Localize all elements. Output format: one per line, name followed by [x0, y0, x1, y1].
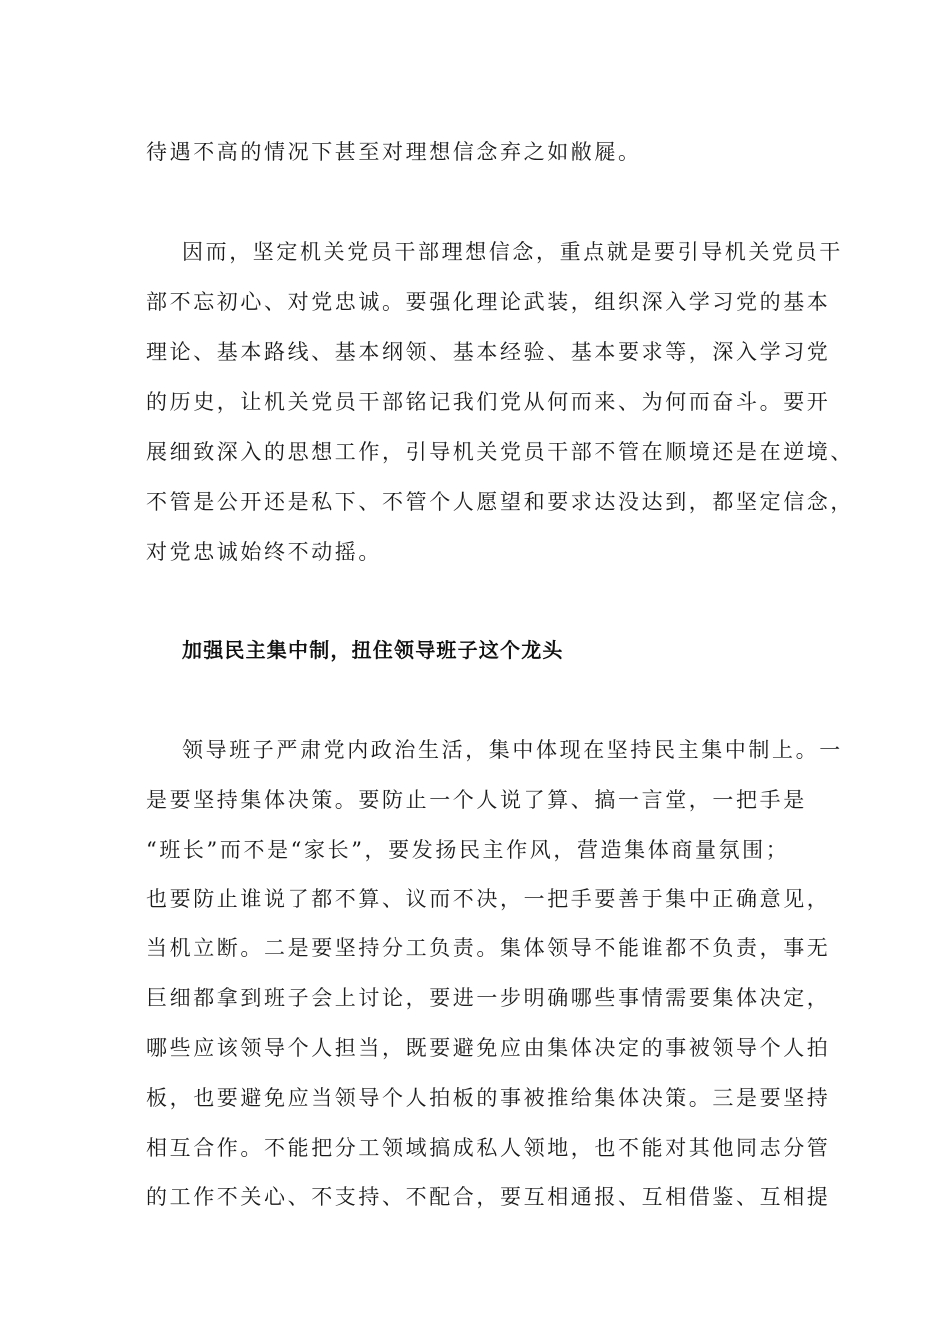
paragraph-3-line-4: 也要防止谁说了都不算、议而不决，一把手要善于集中正确意见， — [146, 887, 831, 911]
paragraph-2-line-5: 展细致深入的思想工作，引导机关党员干部不管在顺境还是在逆境、 — [146, 440, 854, 464]
section-heading: 加强民主集中制，扭住领导班子这个龙头 — [182, 638, 564, 662]
paragraph-3-line-8: 板，也要避免应当领导个人拍板的事被推给集体决策。三是要坚持 — [146, 1086, 831, 1110]
paragraph-2-line-7: 对党忠诚始终不动摇。 — [146, 540, 382, 564]
paragraph-2-line-6: 不管是公开还是私下、不管个人愿望和要求达没达到，都坚定信念， — [146, 490, 854, 514]
paragraph-3-line-6: 巨细都拿到班子会上讨论，要进一步明确哪些事情需要集体决定， — [146, 986, 831, 1010]
paragraph-3-line-3: “班长”而不是“家长”，要发扬民主作风，营造集体商量氛围； — [146, 838, 790, 862]
paragraph-2-line-1: 因而，坚定机关党员干部理想信念，重点就是要引导机关党员干 — [182, 240, 843, 264]
paragraph-3-line-9: 相互合作。不能把分工领域搞成私人领地，也不能对其他同志分管 — [146, 1136, 831, 1160]
paragraph-2-line-4: 的历史，让机关党员干部铭记我们党从何而来、为何而奋斗。要开 — [146, 390, 831, 414]
paragraph-3-line-2: 是要坚持集体决策。要防止一个人说了算、搞一言堂，一把手是 — [146, 788, 807, 812]
paragraph-3-line-5: 当机立断。二是要坚持分工负责。集体领导不能谁都不负责，事无 — [146, 936, 831, 960]
paragraph-3-line-7: 哪些应该领导个人担当，既要避免应由集体决定的事被领导个人拍 — [146, 1036, 831, 1060]
paragraph-3-line-1: 领导班子严肃党内政治生活，集中体现在坚持民主集中制上。一 — [182, 738, 843, 762]
paragraph-3-line-10: 的工作不关心、不支持、不配合，要互相通报、互相借鉴、互相提 — [146, 1185, 831, 1209]
paragraph-2-line-2: 部不忘初心、对党忠诚。要强化理论武装，组织深入学习党的基本 — [146, 290, 831, 314]
paragraph-1-line-1: 待遇不高的情况下甚至对理想信念弃之如敝屣。 — [146, 140, 642, 164]
paragraph-2-line-3: 理论、基本路线、基本纲领、基本经验、基本要求等，深入学习党 — [146, 340, 831, 364]
